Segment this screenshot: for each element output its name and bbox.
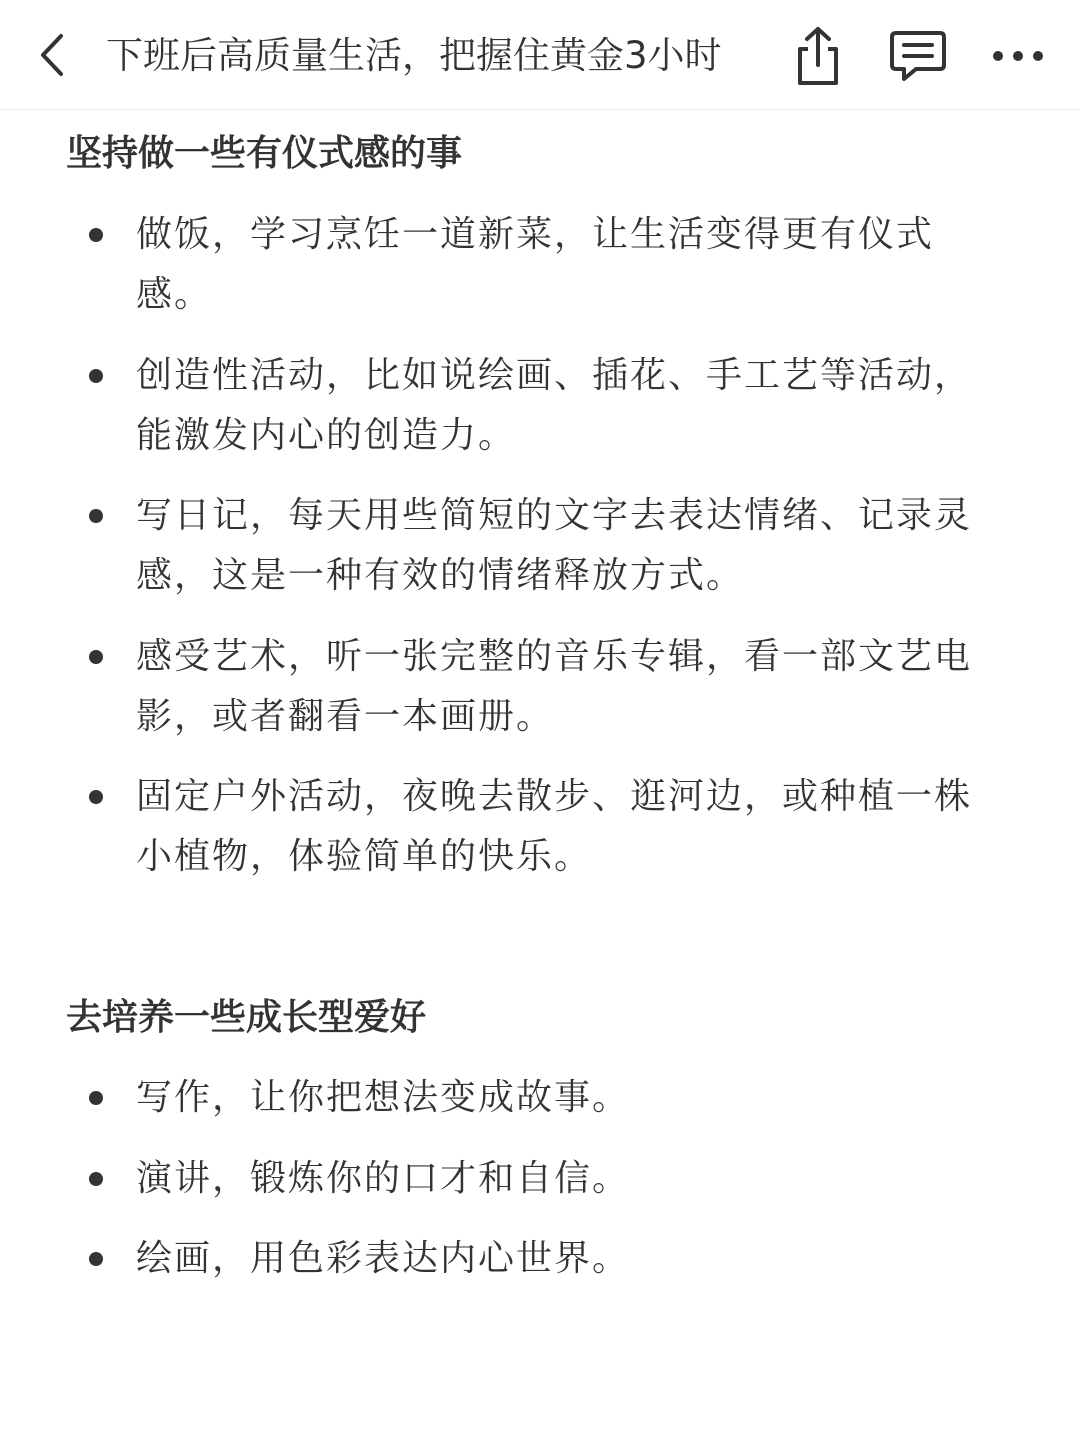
back-button[interactable] <box>28 30 78 80</box>
bullet-dot <box>89 369 103 383</box>
comment-button[interactable] <box>886 24 950 88</box>
list-item-text: 固定户外活动，夜晚去散步、逛河边，或种植一株小植物，体验简单的快乐。 <box>136 776 973 877</box>
list-item-text: 绘画，用色彩表达内心世界。 <box>136 1238 631 1279</box>
section-heading: 去培养一些成长型爱好 <box>66 997 427 1038</box>
list-item-text: 做饭，学习烹饪一道新菜，让生活变得更有仪式感。 <box>136 214 935 315</box>
more-button[interactable] <box>986 24 1050 88</box>
list-item-text: 写日记，每天用些简短的文字去表达情绪、记录灵感，这是一种有效的情绪释放方式。 <box>136 495 973 596</box>
list-item-text: 创造性活动，比如说绘画、插花、手工艺等活动，能激发内心的创造力。 <box>136 355 973 456</box>
section-heading: 坚持做一些有仪式感的事 <box>66 133 463 174</box>
bullet-dot <box>89 1091 103 1105</box>
comment-icon <box>888 27 948 85</box>
bullet-dot <box>89 228 103 242</box>
list-item-text: 写作，让你把想法变成故事。 <box>136 1077 631 1118</box>
chevron-left-icon <box>35 32 71 78</box>
share-icon <box>792 25 844 87</box>
bullet-dot <box>89 650 103 664</box>
list-item-text: 感受艺术，听一张完整的音乐专辑，看一部文艺电影，或者翻看一本画册。 <box>136 636 973 737</box>
list-item-text: 演讲，锻炼你的口才和自信。 <box>136 1158 631 1199</box>
bullet-dot <box>89 1252 103 1266</box>
share-button[interactable] <box>786 24 850 88</box>
top-navigation-bar <box>0 0 1080 110</box>
page-title: 下班后高质量生活，把握住黄金3小时 <box>106 34 722 77</box>
bullet-dot <box>89 790 103 804</box>
bullet-dot <box>89 1172 103 1186</box>
bullet-dot <box>89 509 103 523</box>
more-icon <box>990 46 1046 66</box>
